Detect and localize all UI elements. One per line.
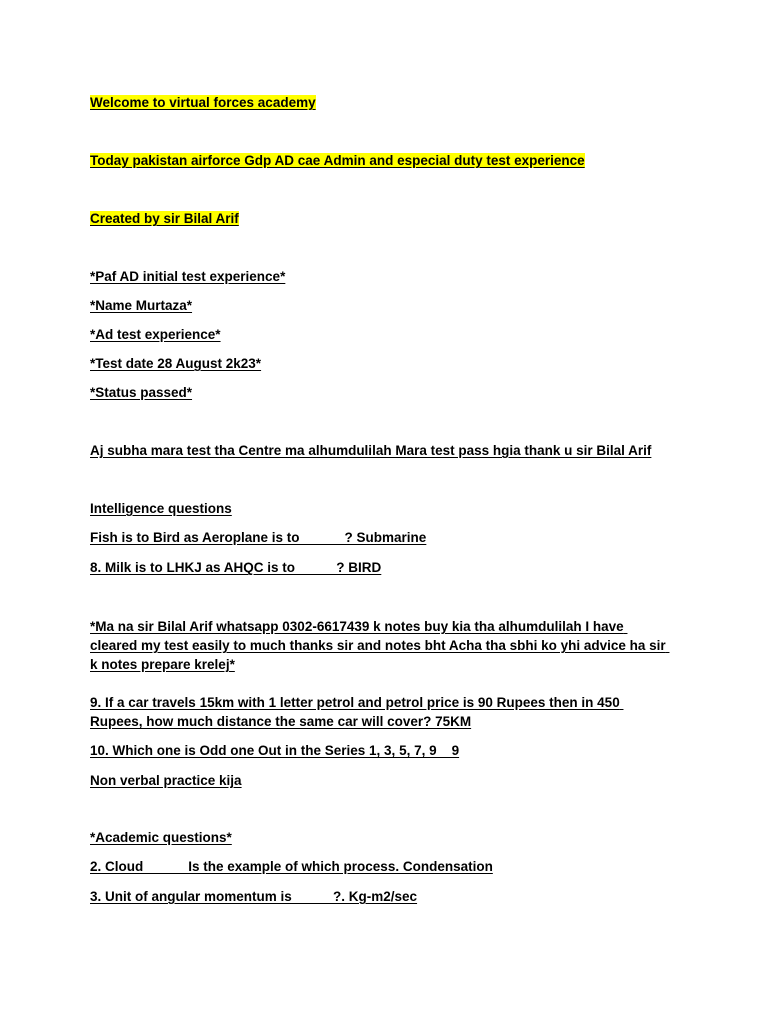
academic-question-2: 2. Cloud Is the example of which process. Condensation [90, 859, 493, 874]
credit-text: Created by sir Bilal Arif [90, 211, 239, 226]
academic-question-3: 3. Unit of angular momentum is ?. Kg-m2/sec [90, 889, 418, 904]
intelligence-heading: Intelligence questions [90, 501, 232, 516]
detail-name: *Name Murtaza* [90, 298, 193, 313]
headline-line [90, 152, 585, 170]
intelligence-question-1: Fish is to Bird as Aeroplane is to ? Submarine [90, 530, 427, 545]
intro-paragraph: Aj subha mara test tha Centre ma alhumdulilah Mara test pass hgia thank u sir Bilal Arif [90, 443, 652, 458]
detail-status: *Status passed* [90, 385, 193, 400]
academic-heading: *Academic questions* [90, 830, 232, 845]
intelligence-question-8: 8. Milk is to LHKJ as AHQC is to ? BIRD [90, 560, 382, 575]
welcome-text: Welcome to virtual forces academy [90, 95, 316, 110]
question-9: 9. If a car travels 15km with 1 letter petrol and petrol price is 90 Rupees then in 450 Rupees, how much distance the same car will cover? 75KM [90, 695, 624, 729]
detail-test: *Ad test experience* [90, 327, 221, 342]
detail-title: *Paf AD initial test experience* [90, 269, 286, 284]
detail-date: *Test date 28 August 2k23* [90, 356, 262, 371]
question-10: 10. Which one is Odd one Out in the Series 1, 3, 5, 7, 9 9 [90, 743, 460, 758]
headline-text: Today pakistan airforce Gdp AD cae Admin and especial duty test experience [90, 153, 585, 168]
nonverbal-note: Non verbal practice kija [90, 773, 242, 788]
testimonial-paragraph: *Ma na sir Bilal Arif whatsapp 0302-6617439 k notes buy kia tha alhumdulilah I have cleared my test easily to much thanks sir and notes bht Acha tha sbhi ko yhi advice ha sir k notes prepare krelej* [90, 619, 670, 672]
credit-line [90, 210, 239, 228]
welcome-line [90, 94, 316, 112]
